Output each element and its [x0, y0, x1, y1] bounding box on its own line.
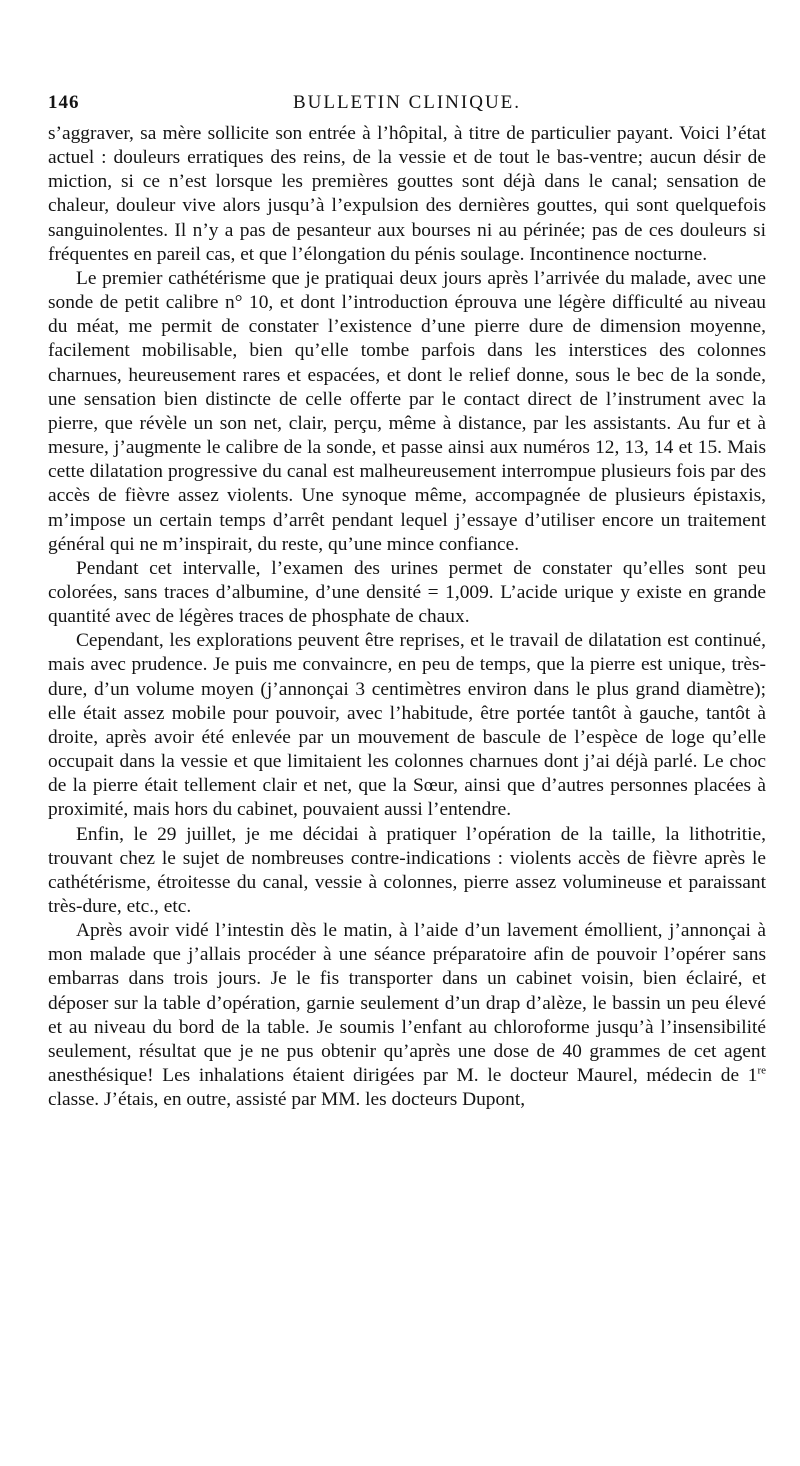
paragraph-continuation: s’aggraver, sa mère sollicite son entrée à l’hôpital, à titre de particulier payant. Voici l’état actuel : douleurs erratiques des reins, de la vessie et de tout le bas-ventre; aucun désir de miction, si ce n’est lorsque les premières gouttes sont déjà dans le canal; sensation de chaleur, douleur vive alors jusqu’à l’expulsion des dernières gouttes, qui sont quelquefois sanguinolentes. Il n’y a pas de pesanteur aux bourses ni au périnée; pas de ces douleurs si fréquentes en pareil cas, et que l’élongation du pénis soulage. Incontinence nocturne. [48, 123, 766, 265]
operation-text: Après avoir vidé l’intestin dès le matin, à l’aide d’un lavement émollient, j’annonçai à mon malade que j’allais procéder à une séance préparatoire afin de pouvoir l’opérer sans embarras dans trois jours. Je le fis transporter dans un cabinet voisin, bien éclairé, et déposer sur la table d’opération, garnie seulement d’un drap d’alèze, le bassin un peu élevé et au niveau du bord de la table. Je soumis l’enfant au chloroforme jusqu’à l’insensibilité seulement, résultat que je ne pus obtenir qu’après une dose de 40 grammes de cet agent anesthésique! Les inhalations étaient dirigées par M. le docteur Maurel, médecin de 1 [48, 920, 766, 1087]
paragraph-urine-exam: Pendant cet intervalle, l’examen des urines permet de constater qu’elles sont peu colorées, sans traces d’albumine, d’une densité = 1,009. L’acide urique y existe en grande quantité avec de légères traces de phosphate de chaux. [48, 557, 766, 628]
paragraph-decision: Enfin, le 29 juillet, je me décidai à pratiquer l’opération de la taille, la lithotritie, trouvant chez le sujet de nombreuses contre-indications : violents accès de fièvre après le cathétérisme, étroitesse du canal, vessie à colonnes, pierre assez volumineuse et paraissant très-dure, etc., etc. [48, 823, 766, 917]
superscript-re: re [757, 1064, 766, 1077]
operation-text-end: classe. J’étais, en outre, assisté par MM. les docteurs Dupont, [48, 1089, 526, 1111]
paragraph-explorations: Cependant, les explorations peuvent être reprises, et le travail de dilatation est continué, mais avec prudence. Je puis me convaincre, en peu de temps, que la pierre est unique, très-dure, d’un volume moyen (j’annonçai 3 centimètres environ dans le plus grand diamètre); elle était assez mobile pour pouvoir, avec l’habitude, être portée tantôt à gauche, tantôt à droite, après avoir été enlevée par un mouvement de bascule de l’espèce de loge qu’elle occupait dans la vessie et que limitaient les colonnes charnues dont j’ai déjà parlé. Le choc de la pierre était tellement clair et net, que la Sœur, ainsi que d’autres personnes placées à proximité, mais hors du cabinet, pouvaient aussi l’entendre. [48, 630, 766, 821]
body-text [48, 122, 766, 1112]
paragraph-catheterism: Le premier cathétérisme que je pratiquai deux jours après l’arrivée du malade, avec une sonde de petit calibre n° 10, et dont l’introduction éprouva une légère difficulté au niveau du méat, me permit de constater l’existence d’une pierre dure de dimension moyenne, facilement mobilisable, bien qu’elle tombe parfois dans les interstices des colonnes charnues, heureusement rares et espacées, et dont le relief donne, sous le bec de la sonde, une sensation bien distincte de celle offerte par le contact direct de l’instrument avec la pierre, que révèle un son net, clair, perçu, même à distance, par les assistants. Au fur et à mesure, j’augmente le calibre de la sonde, et passe ainsi aux numéros 12, 13, 14 et 15. Mais cette dilatation progressive du canal est malheureusement interrompue plusieurs fois par des accès de fièvre assez violents. Une synoque même, accompagnée de plusieurs épistaxis, m’impose un certain temps d’arrêt pendant lequel j’essaye d’utiliser encore un traitement général qui ne m’inspirait, du reste, qu’une mince confiance. [48, 267, 766, 555]
paragraph-operation [48, 919, 766, 1112]
running-header [48, 92, 766, 122]
running-title: BULLETIN CLINIQUE. [292, 92, 522, 113]
document-page [48, 92, 766, 1112]
page-number: 146 [48, 92, 80, 113]
